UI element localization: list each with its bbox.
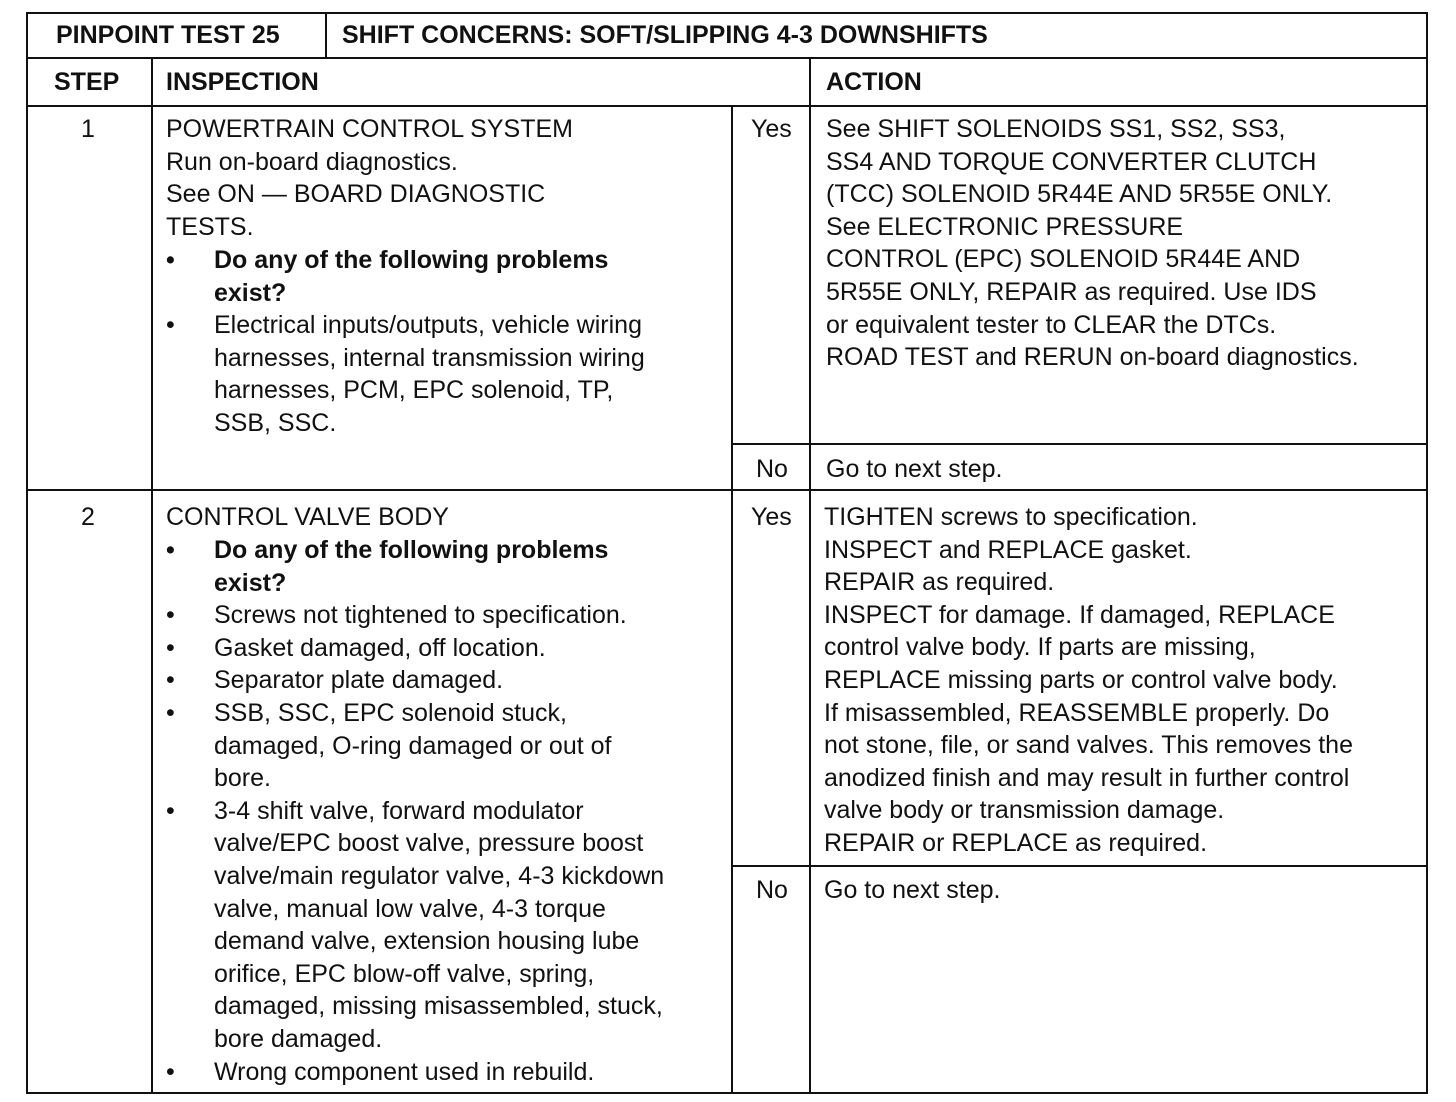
step2-inspection-text xyxy=(166,501,449,534)
list-item: harnesses, PCM, EPC solenoid, TP, xyxy=(214,376,614,405)
action-line: REPAIR or REPLACE as required. xyxy=(824,828,1208,857)
list-item: • Separator plate damaged. xyxy=(166,664,664,697)
step2-yes-action xyxy=(824,501,1353,860)
list-item: • SSB, SSC, EPC solenoid stuck, xyxy=(166,697,664,730)
action-line: 5R55E ONLY, REPAIR as required. Use IDS xyxy=(826,277,1317,306)
action-line: not stone, file, or sand valves. This removes the xyxy=(824,731,1353,760)
step-number: 1 xyxy=(81,115,95,143)
action-line: INSPECT for damage. If damaged, REPLACE xyxy=(824,600,1335,629)
action-line: See ELECTRONIC PRESSURE xyxy=(826,212,1184,241)
bullet-icon: • xyxy=(166,698,175,727)
list-item: • Wrong component used in rebuild. xyxy=(166,1056,664,1089)
list-item: valve/main regulator valve, 4-3 kickdown xyxy=(214,861,665,890)
bullet-icon: • xyxy=(166,536,175,564)
action-line: CONTROL (EPC) SOLENOID 5R44E AND xyxy=(826,245,1301,274)
list-item: valve/EPC boost valve, pressure boost xyxy=(214,829,644,858)
list-item: demand valve, extension housing lube xyxy=(214,927,640,956)
list-item: • 3-4 shift valve, forward modulator xyxy=(166,795,664,828)
action-line: REPAIR as required. xyxy=(824,568,1055,597)
column-header-inspection: INSPECTION xyxy=(166,68,319,96)
yes-label: Yes xyxy=(751,115,792,143)
list-item: exist? xyxy=(214,568,287,597)
action-line: control valve body. If parts are missing, xyxy=(824,633,1256,662)
list-item: bore. xyxy=(214,764,271,793)
bullet-icon: • xyxy=(166,601,175,630)
inspection-line: CONTROL VALVE BODY xyxy=(166,503,449,531)
list-item: harnesses, internal transmission wiring xyxy=(214,343,645,372)
list-item: SSB, SSC. xyxy=(214,408,337,437)
step-number: 2 xyxy=(81,503,95,531)
inspection-line: Run on-board diagnostics. xyxy=(166,147,458,176)
action-line: valve body or transmission damage. xyxy=(824,796,1225,825)
action-line: (TCC) SOLENOID 5R44E AND 5R55E ONLY. xyxy=(826,180,1333,209)
action-line: INSPECT and REPLACE gasket. xyxy=(824,535,1192,564)
column-header-divider xyxy=(26,105,1428,107)
list-item: • Electrical inputs/outputs, vehicle wiring xyxy=(166,309,645,342)
step-column-divider xyxy=(151,57,153,1094)
step1-yes-no-divider xyxy=(733,443,1428,445)
test-title: SHIFT CONCERNS: SOFT/SLIPPING 4-3 DOWNSHIFTS xyxy=(342,21,988,49)
step1-problem-list xyxy=(166,244,645,440)
yes-label: Yes xyxy=(751,503,792,531)
list-item: • Do any of the following problems xyxy=(166,244,645,277)
list-item: exist? xyxy=(214,278,287,307)
bullet-icon: • xyxy=(166,1057,175,1086)
list-item: damaged, O-ring damaged or out of xyxy=(214,731,612,760)
action-column-divider xyxy=(809,57,811,1094)
bullet-icon: • xyxy=(166,311,175,340)
action-line: anodized finish and may result in further control xyxy=(824,763,1350,792)
step-divider xyxy=(26,489,1428,491)
list-item: orifice, EPC blow-off valve, spring, xyxy=(214,959,595,988)
step1-no-action: Go to next step. xyxy=(826,455,1003,483)
step2-yes-no-divider xyxy=(733,865,1428,867)
yes-no-column-divider xyxy=(731,105,733,1094)
header-title-divider xyxy=(325,12,327,57)
header-divider xyxy=(26,57,1428,59)
column-header-step: STEP xyxy=(54,68,120,96)
inspection-line: POWERTRAIN CONTROL SYSTEM xyxy=(166,115,573,143)
column-header-action: ACTION xyxy=(826,68,922,96)
inspection-line: See ON — BOARD DIAGNOSTIC xyxy=(166,180,546,209)
test-label: PINPOINT TEST 25 xyxy=(56,21,280,49)
bullet-icon: • xyxy=(166,633,175,662)
step1-yes-action xyxy=(826,113,1359,374)
bullet-icon: • xyxy=(166,246,175,274)
step2-problem-list xyxy=(166,534,664,1088)
inspection-line: TESTS. xyxy=(166,212,254,241)
action-line: REPLACE missing parts or control valve body. xyxy=(824,665,1338,694)
list-item: • Gasket damaged, off location. xyxy=(166,632,664,665)
action-line: ROAD TEST and RERUN on-board diagnostics. xyxy=(826,343,1359,372)
no-label: No xyxy=(756,876,788,904)
action-line: or equivalent tester to CLEAR the DTCs. xyxy=(826,310,1277,339)
list-item: • Screws not tightened to specification. xyxy=(166,599,664,632)
step2-no-action: Go to next step. xyxy=(824,876,1001,904)
list-item: damaged, missing misassembled, stuck, xyxy=(214,992,663,1021)
action-line: TIGHTEN screws to specification. xyxy=(824,503,1198,531)
action-line: If misassembled, REASSEMBLE properly. Do xyxy=(824,698,1330,727)
action-line: See SHIFT SOLENOIDS SS1, SS2, SS3, xyxy=(826,115,1286,143)
list-item: valve, manual low valve, 4-3 torque xyxy=(214,894,606,923)
list-item: bore damaged. xyxy=(214,1024,383,1053)
bullet-icon: • xyxy=(166,666,175,695)
action-line: SS4 AND TORQUE CONVERTER CLUTCH xyxy=(826,147,1317,176)
list-item: • Do any of the following problems xyxy=(166,534,664,567)
bullet-icon: • xyxy=(166,796,175,825)
no-label: No xyxy=(756,455,788,483)
step1-inspection-text xyxy=(166,113,573,243)
